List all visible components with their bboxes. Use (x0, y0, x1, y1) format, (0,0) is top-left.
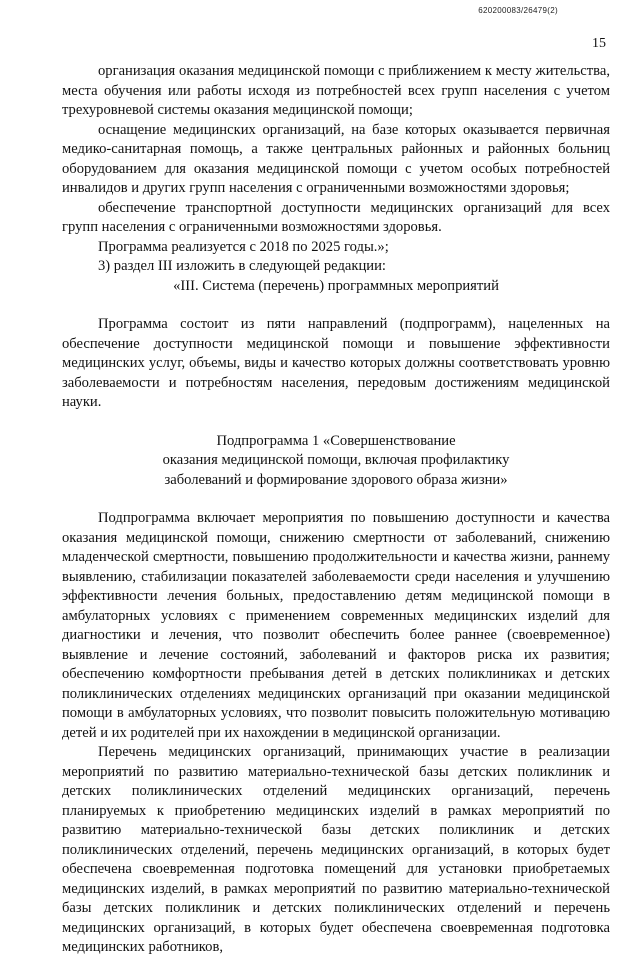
subprogram-heading-line: Подпрограмма 1 «Совершенствование (216, 432, 456, 449)
spacer (62, 490, 610, 509)
paragraph: Перечень медицинских организаций, принимающих участие в реализации мероприятий по развитию материально-технической базы детских поликлиник и детских поликлинических отделений медицинских организаций, перечень планируемых к приобретению медицинских изделий в рамках мероприятий по развитию материально-технической базы детских поликлиник и детских поликлинических отделений, перечень медицинских организаций, в которых будет обеспечена своевременная подготовка помещений для установки приобретаемых медицинских изделий, в рамках мероприятий по развитию материально-технической базы детских поликлиник и детских поликлинических отделений и перечень медицинских организаций, в которых будет обеспечена своевременная подготовка медицинских работников, (62, 744, 610, 955)
paragraph: организация оказания медицинской помощи с приближением к месту жительства, места обучения или работы исходя из потребностей всех групп населения с учетом трехуровневой системы оказания медицинской помощи; (62, 63, 610, 118)
paragraph: Подпрограмма включает мероприятия по повышению доступности и качества оказания медицинской помощи, снижению смертности от заболеваний, снижению младенческой смертности, повышению продолжительности и качества жизни, раннему выявлению, стабилизации показателей заболеваемости среди населения и улучшению эффективности лечения больных, предоставлению детям медицинской помощи в амбулаторных условиях с применением современных медицинских изделий для диагностики и лечения, что позволит обеспечить более раннее (своевременное) выявление и лечение состояний, заболеваний и факторов риска их развития; обеспечению комфортности пребывания детей в детских поликлиниках и детских поликлинических отделениях медицинских организаций при оказании медицинской помощи в амбулаторных условиях, что позволит повысить положительную мотивацию детей и их родителей при их нахождении в медицинской организации. (62, 510, 610, 741)
paragraph: обеспечение транспортной доступности медицинских организаций для всех групп населения с ограниченными возможностями здоровья. (62, 199, 610, 235)
paragraph: Программа состоит из пяти направлений (подпрограмм), нацеленных на обеспечение доступности медицинской помощи и повышение эффективности медицинских услуг, объемы, виды и качество которых должны соответствовать уровню заболеваемости и потребностям населения, передовым достижениям медицинской науки. (62, 316, 610, 410)
spacer (62, 413, 610, 432)
document-body (62, 62, 610, 958)
subprogram-heading-line: оказания медицинской помощи, включая профилактику (162, 452, 510, 468)
subprogram-heading-line: заболеваний и формирование здорового образа жизни» (164, 471, 508, 488)
paragraph: Программа реализуется с 2018 по 2025 годы.»; (98, 238, 389, 255)
section-heading: «III. Система (перечень) программных мероприятий (173, 277, 499, 294)
paragraph: 3) раздел III изложить в следующей редакции: (98, 258, 386, 274)
document-id: 620200083/26479(2) (478, 6, 558, 15)
paragraph: оснащение медицинских организаций, на базе которых оказывается первичная медико-санитарная помощь, а также центральных районных и районных больниц оборудованием для оказания медицинской помощи с учетом особых потребностей инвалидов и других групп населения с ограниченными возможностями здоровья; (62, 121, 610, 196)
page-number: 15 (592, 36, 606, 51)
spacer (62, 296, 610, 315)
